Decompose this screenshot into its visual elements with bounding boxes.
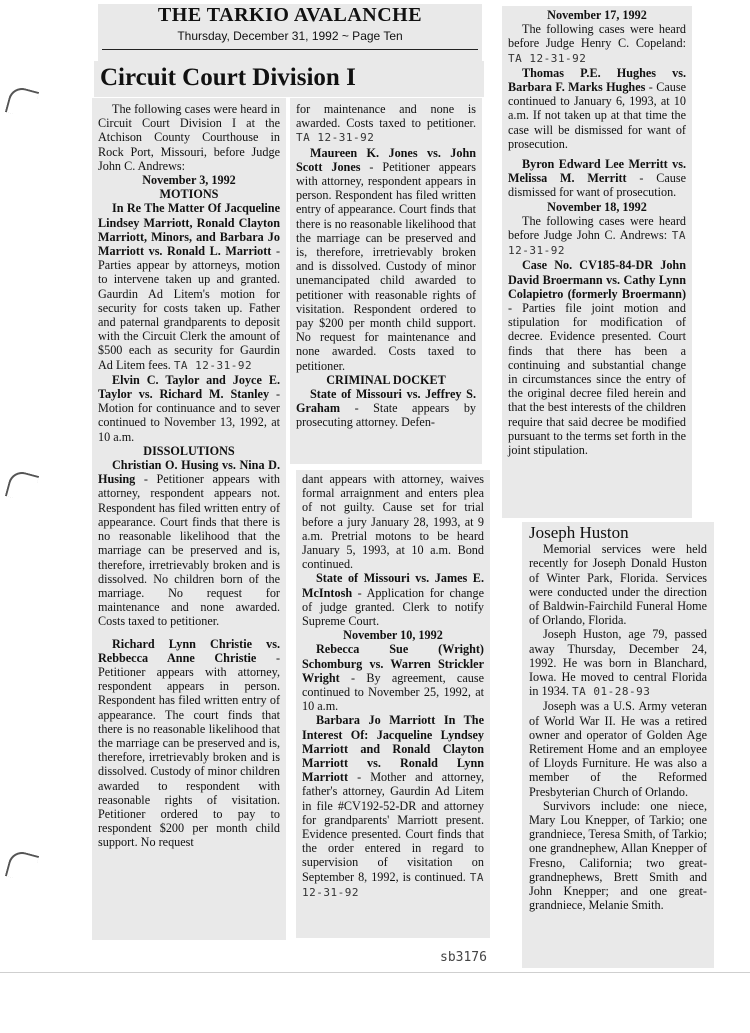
intro-text: The following cases were heard in Circuit Court Division I at the Atchison County Courthouse in Rock Port, Missouri, before Judge John C. Andrews: (98, 102, 280, 173)
case-title: Thomas P.E. Hughes vs. Barbara F. Marks Hughes (508, 65, 686, 95)
obituary-name: Joseph Huston (529, 523, 629, 542)
case-text: - Cause dismissed for want of prosecution. (508, 171, 687, 200)
handwritten-note: TA 12-31-92 (508, 229, 686, 258)
case-entry (508, 157, 686, 200)
intro-line: The following cases were heard before Judge Henry C. Copeland: (508, 22, 686, 51)
case-entry (302, 713, 484, 900)
column-2-bottom (296, 470, 490, 938)
masthead-rule (102, 49, 478, 50)
case-entry (296, 387, 476, 430)
case-text: - Petitioner appears with attorney, respondent appears in person. Respondent has filed written entry of appearance. Court finds that there is no reasonable likelihood that the marriage can be preserved and is, therefore, irretrievably broken and is dissolved. Custody of minor unemancipated child awarded to petitioner with reasonable rights of visitation. Respondent ordered to pay $200 per month child support. No request for maintenance and none awarded. Costs taxed to petitioner. (296, 159, 476, 373)
case-text: - By agreement, cause continued to November 25, 1992, at 10 a.m. (302, 670, 484, 714)
handwritten-note: TA 01-28-93 (572, 685, 651, 699)
case-entry (302, 642, 484, 713)
case-entry (98, 458, 280, 628)
case-text: - Motion for continuance and to sever continued to November 13, 1992, at 10 a.m. (98, 387, 280, 444)
case-entry (98, 201, 280, 372)
section-heading-criminal: CRIMINAL DOCKET (326, 372, 446, 387)
case-text: - State appears by prosecuting attorney. Defen- (296, 401, 477, 430)
case-title: Maureen K. Jones vs. John Scott Jones (296, 145, 476, 174)
intro-line: The following cases were heard before Judge John C. Andrews: (508, 213, 686, 243)
case-entry (98, 373, 280, 444)
obituary-paragraph: Joseph was a U.S. Army veteran of World War II. He was a retired owner and operator of Golden Age Retirement Home and an employee of Lloyds Furniture. He was also a member of the Reformed Presbyterian Church of Orlando. (529, 699, 707, 799)
page-edge-line (0, 972, 750, 973)
date-heading: November 17, 1992 (547, 8, 647, 22)
date-heading: November 10, 1992 (343, 628, 443, 643)
column-2-top (290, 98, 482, 464)
date-heading: November 3, 1992 (142, 173, 236, 188)
case-entry (98, 637, 280, 850)
obituary-paragraph: Memorial services were held recently for Joseph Donald Huston of Winter Park, Florida. Services were conducted under the direction of Baldwin-Fairchild Funeral Home of Orlando, Florida. (529, 542, 707, 628)
handwritten-note: TA 12-31-92 (173, 358, 253, 372)
case-entry (302, 571, 484, 628)
section-heading-motions: MOTIONS (159, 187, 219, 202)
obituary-paragraph: Survivors include: one niece, Mary Lou Knepper, of Tarkio; one grandniece, Teresa Smith, of Tarkio; one grandnephew, Allan Knepper of Fresno, California; two great-grandnephews, Brett Smith and John Knepper; and one great-grandniece, Melanie Smith. (529, 798, 707, 913)
column-3 (502, 6, 692, 518)
case-title: Elvin C. Taylor and Joyce E. Taylor vs. Richard M. Stanley (98, 372, 280, 402)
handwritten-note: TA 12-31-92 (296, 131, 375, 145)
column-1 (92, 98, 286, 940)
date-heading: November 18, 1992 (547, 199, 647, 214)
case-text: for maintenance and none is awarded. Costs taxed to petitioner. (296, 102, 476, 131)
case-entry (508, 258, 686, 457)
case-text: - Mother and attorney, father's attorney, Gaurdin Ad Litem in file #CV192-52-DR and attorney for grandparents' Marriott present. Evidence presented. Court finds that the order entered in regard to supervision of visitation on September 8, 1992, is continued. (302, 770, 484, 884)
case-text: - Petitioner appears with attorney, respondent appears not. Respondent has filed written entry of appearance. Court finds that there is no reasonable likelihood that the marriage can be preserved and is, therefore, irretrievably broken and is dissolved. No children born of the marriage. No request for maintenance and none awarded. Costs taxed to petitioner. (98, 472, 280, 629)
case-title: State of Missouri vs. James E. McIntosh (302, 571, 484, 600)
case-title: Richard Lynn Christie vs. Rebbecca Anne Christie (98, 636, 280, 665)
intro-text (508, 22, 686, 66)
case-title: Rebecca Sue (Wright) Schomburg vs. Warren Strickler Wright (302, 642, 484, 685)
case-text: - Application for change of judge granted. Clerk to notify Supreme Court. (302, 585, 484, 629)
case-text: - Parties file joint motion and stipulation for modification of decree. Evidence presented. Court finds that there has been a continuing and substantial change in circumstances since the entry of the original decree filed herein and that the best interests of the children require that said decree be modified pursuant to the terms set forth in the joint stipulation. (508, 301, 686, 458)
obituary-text: Joseph Huston, age 79, passed away Thursday, December 24, 1992. He was born in Blanchard, Iowa. He moved to central Florida in 1934. (529, 627, 707, 699)
archive-stamp: sb3176 (440, 950, 487, 965)
case-entry (508, 66, 686, 151)
case-text: - Cause continued to January 6, 1993, at 10 a.m. If not taken up at that time the case will be dismissed for want of prosecution. (508, 80, 686, 151)
binder-hole-bottom (5, 849, 39, 883)
obituary-paragraph (529, 627, 707, 699)
page-title: Circuit Court Division I (100, 64, 356, 91)
case-text: - Petitioner appears with attorney, respondent appears in person. Respondent has filed written entry of appearance. The court finds that there is no reasonable likelihood that the marriage can be preserved and is, therefore, irretrievably broken and is dissolved. Custody of minor children awarded to respondent with reasonable rights of visitation. Petitioner ordered to pay to respondent $200 per month child support. No request (98, 650, 280, 850)
binder-hole-middle (5, 469, 39, 503)
case-title: Case No. CV185-84-DR John David Broermann vs. Cathy Lynn Colapietro (formerly Broermann) (508, 258, 686, 301)
dateline: Thursday, December 31, 1992 ~ Page Ten (177, 29, 403, 43)
handwritten-note: TA 12-31-92 (302, 870, 484, 899)
obituary-clipping (522, 522, 714, 968)
continued-text (296, 102, 476, 146)
masthead (98, 4, 482, 61)
binder-hole-top (5, 85, 39, 119)
case-title: State of Missouri vs. Jeffrey S. Graham (296, 387, 476, 416)
handwritten-note: TA 12-31-92 (508, 51, 587, 65)
paper-name: THE TARKIO AVALANCHE (157, 4, 423, 26)
case-title: In Re The Matter Of Jacqueline Lindsey Marriott, Ronald Clayton Marriott, Minors, and Barbara Jo Marriott vs. Ronald L. Marriott (98, 201, 280, 259)
case-entry (296, 146, 476, 373)
case-title: Christian O. Husing vs. Nina D. Husing (98, 458, 280, 487)
case-title: Byron Edward Lee Merritt vs. Melissa M. Merritt (508, 157, 686, 186)
intro-text (508, 214, 686, 259)
case-title: Barbara Jo Marriott In The Interest Of: Jacqueline Lyndsey Marriott and Ronald Clayton Marriott vs. Ronald Lynn Marriott (302, 713, 484, 785)
continued-text: dant appears with attorney, waives formal arraignment and enters plea of not guilty. Cause set for trial before a jury January 28, 1993, at 9 a.m. Pretrial motons to be heard January 5, 1993, at 10 a.m. Bond continued. (302, 472, 484, 572)
section-heading-dissolutions: DISSOLUTIONS (143, 443, 235, 458)
case-text: - Parties appear by attorneys, motion to intervene taken up and granted. Gaurdin Ad Litem's motion for security for costs taken up. Father and paternal grandparents to deposit with the Circuit Clerk the amount of $500 each as security for Gaurdin Ad Litem fees. (98, 244, 280, 372)
